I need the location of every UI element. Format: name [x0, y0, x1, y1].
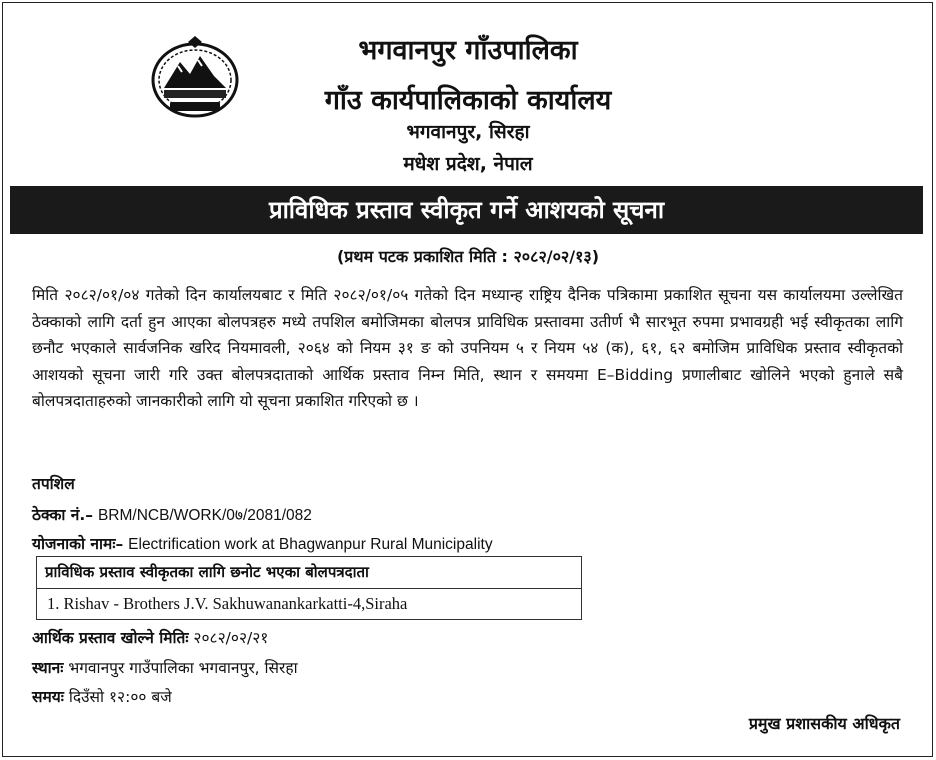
project-row	[32, 532, 493, 554]
project-name: Electrification work at Bhagwanpur Rural Municipality	[128, 536, 493, 553]
time-label: समयः	[32, 688, 64, 706]
venue: भगवानपुर गाउँपालिका भगवानपुर, सिरहा	[68, 659, 298, 677]
table-row: 1. Rishav - Brothers J.V. Sakhuwanankarkatti-4,Siraha	[47, 594, 408, 613]
contract-row	[32, 503, 312, 525]
venue-label: स्थानः	[32, 659, 64, 677]
org-name: भगवानपुर गाँउपालिका	[358, 35, 578, 66]
office-location: भगवानपुर, सिरहा	[406, 121, 530, 143]
office-name: गाँउ कार्यपालिकाको कार्यालय	[324, 85, 612, 116]
time: दिउँसो १२:०० बजे	[68, 688, 172, 706]
contract-number: BRM/NCB/WORK/0७/2081/082	[97, 507, 312, 524]
opening-date: २०८२/०२/२१	[193, 629, 269, 647]
publish-date: (प्रथम पटक प्रकाशित मिति : २०८२/०२/१३)	[336, 247, 600, 266]
province-country: मधेश प्रदेश, नेपाल	[403, 153, 533, 175]
time-row	[32, 685, 172, 707]
opening-date-label: आर्थिक प्रस्ताव खोल्ने मितिः	[32, 629, 189, 647]
notice-body: मिति २०८२/०१/०४ गतेको दिन कार्यालयबाट र मिति २०८२/०१/०५ गतेको दिन मध्यान्ह राष्ट्रिय दैनिक पत्रिकामा प्रकाशित सूचना यस कार्यालयमा उल्लेखित ठेक्काको लागि दर्ता हुन आएका बोलपत्रहरु मध्ये तपशिल बमोजिमका बोलपत्र प्राविधिक प्रस्तावमा उतीर्ण भै सारभूत रुपमा प्रभावग्रही भई स्वीकृतका लागि छनौट भएकाले सार्वजनिक खरिद नियमावली, २०६४ को नियम ३१ ङ को उपनियम ५ र नियम ५४ (क), ६१, ६२ बमोजिम प्राविधिक प्रस्ताव स्वीकृतको आशयको सूचना जारी गरि उक्त बोलपत्रदाताको आर्थिक प्रस्ताव निम्न मिति, स्थान र समयमा E–Bidding प्रणालीबाट खोलिने भएको हुनाले सबै बोलपत्रदाताहरुको जानकारीको लागि यो सूचना प्रकाशित गरिएको छ ।	[32, 286, 903, 411]
contract-label: ठेक्का नं.–	[32, 506, 94, 524]
signatory-title: प्रमुख प्रशासकीय अधिकृत	[748, 714, 900, 733]
details-heading: तपशिल	[32, 475, 75, 493]
venue-row	[32, 656, 298, 678]
notice-title-banner: प्राविधिक प्रस्ताव स्वीकृत गर्ने आशयको सूचना	[10, 186, 923, 234]
table-header: प्राविधिक प्रस्ताव स्वीकृतका लागि छनोट भएका बोलपत्रदाता	[37, 557, 581, 589]
selected-bidders-table	[36, 556, 582, 620]
project-label: योजनाको नामः–	[32, 535, 124, 553]
opening-date-row	[32, 626, 268, 648]
